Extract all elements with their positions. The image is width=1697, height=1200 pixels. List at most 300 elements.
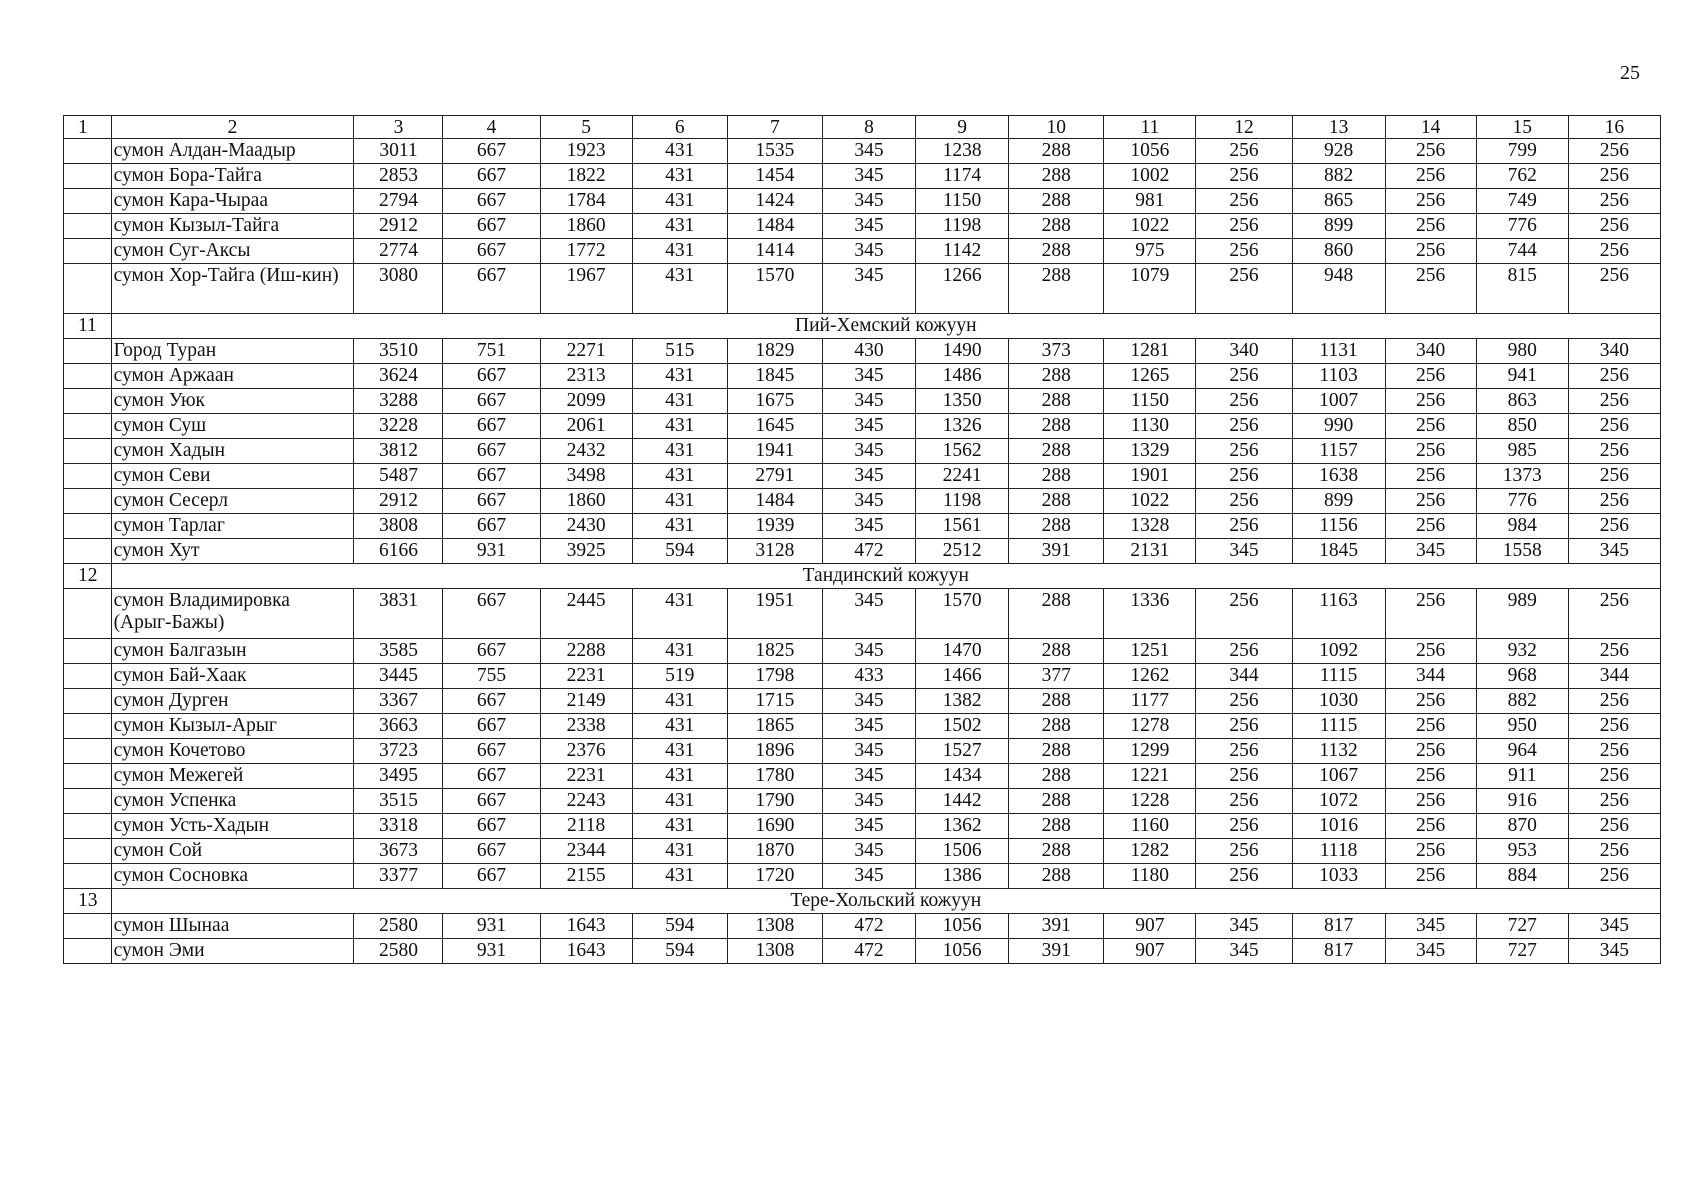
value-cell: 256 — [1385, 489, 1476, 514]
value-cell: 667 — [443, 489, 540, 514]
value-cell: 667 — [443, 689, 540, 714]
value-cell: 5487 — [354, 464, 443, 489]
district-number: 13 — [64, 889, 112, 914]
value-cell: 256 — [1196, 264, 1292, 314]
header-cell: 12 — [1196, 116, 1292, 139]
value-cell: 1022 — [1104, 214, 1196, 239]
value-cell: 1131 — [1292, 339, 1385, 364]
value-cell: 1221 — [1104, 764, 1196, 789]
table-row — [64, 689, 1661, 714]
value-cell: 1056 — [916, 914, 1009, 939]
value-cell: 377 — [1009, 664, 1104, 689]
value-cell: 2271 — [540, 339, 632, 364]
value-cell: 1643 — [540, 939, 632, 964]
value-cell: 2580 — [354, 914, 443, 939]
value-cell: 431 — [632, 689, 727, 714]
value-cell: 667 — [443, 464, 540, 489]
value-cell: 1016 — [1292, 814, 1385, 839]
value-cell: 1118 — [1292, 839, 1385, 864]
row-number-cell — [64, 939, 112, 964]
table-row — [64, 839, 1661, 864]
value-cell: 340 — [1196, 339, 1292, 364]
value-cell: 345 — [822, 764, 915, 789]
value-cell: 345 — [1385, 939, 1476, 964]
value-cell: 288 — [1009, 589, 1104, 639]
table-row — [64, 764, 1661, 789]
table-row — [64, 364, 1661, 389]
row-number-cell — [64, 214, 112, 239]
row-number-cell — [64, 914, 112, 939]
table-row — [64, 639, 1661, 664]
value-cell: 1870 — [727, 839, 822, 864]
value-cell: 256 — [1385, 189, 1476, 214]
value-cell: 345 — [822, 139, 915, 164]
table-row — [64, 339, 1661, 364]
value-cell: 667 — [443, 589, 540, 639]
value-cell: 1007 — [1292, 389, 1385, 414]
value-cell: 3445 — [354, 664, 443, 689]
value-cell: 431 — [632, 189, 727, 214]
value-cell: 472 — [822, 539, 915, 564]
value-cell: 1030 — [1292, 689, 1385, 714]
value-cell: 594 — [632, 939, 727, 964]
value-cell: 744 — [1476, 239, 1568, 264]
value-cell: 989 — [1476, 589, 1568, 639]
value-cell: 1056 — [916, 939, 1009, 964]
value-cell: 907 — [1104, 914, 1196, 939]
value-cell: 256 — [1568, 764, 1660, 789]
value-cell: 1638 — [1292, 464, 1385, 489]
value-cell: 1265 — [1104, 364, 1196, 389]
value-cell: 1002 — [1104, 164, 1196, 189]
value-cell: 863 — [1476, 389, 1568, 414]
value-cell: 2430 — [540, 514, 632, 539]
value-cell: 3011 — [354, 139, 443, 164]
value-cell: 256 — [1385, 264, 1476, 314]
value-cell: 345 — [1385, 539, 1476, 564]
value-cell: 975 — [1104, 239, 1196, 264]
value-cell: 431 — [632, 439, 727, 464]
value-cell: 256 — [1568, 389, 1660, 414]
row-number-cell — [64, 164, 112, 189]
value-cell: 1470 — [916, 639, 1009, 664]
value-cell: 256 — [1385, 364, 1476, 389]
settlement-name: сумон Аржаан — [111, 364, 354, 389]
value-cell: 345 — [822, 689, 915, 714]
value-cell: 1822 — [540, 164, 632, 189]
value-cell: 907 — [1104, 939, 1196, 964]
value-cell: 256 — [1385, 814, 1476, 839]
value-cell: 1442 — [916, 789, 1009, 814]
value-cell: 1326 — [916, 414, 1009, 439]
table-row — [64, 464, 1661, 489]
value-cell: 1328 — [1104, 514, 1196, 539]
district-row — [64, 314, 1661, 339]
value-cell: 2061 — [540, 414, 632, 439]
value-cell: 256 — [1568, 489, 1660, 514]
district-title: Тандинский кожуун — [111, 564, 1660, 589]
value-cell: 288 — [1009, 714, 1104, 739]
value-cell: 2243 — [540, 789, 632, 814]
table-row — [64, 139, 1661, 164]
value-cell: 1308 — [727, 914, 822, 939]
value-cell: 667 — [443, 439, 540, 464]
value-cell: 256 — [1568, 714, 1660, 739]
value-cell: 667 — [443, 139, 540, 164]
value-cell: 288 — [1009, 814, 1104, 839]
value-cell: 345 — [1568, 939, 1660, 964]
value-cell: 519 — [632, 664, 727, 689]
value-cell: 345 — [1385, 914, 1476, 939]
value-cell: 1896 — [727, 739, 822, 764]
value-cell: 256 — [1385, 239, 1476, 264]
value-cell: 899 — [1292, 489, 1385, 514]
header-cell: 10 — [1009, 116, 1104, 139]
value-cell: 950 — [1476, 714, 1568, 739]
district-row — [64, 889, 1661, 914]
value-cell: 1424 — [727, 189, 822, 214]
value-cell: 3377 — [354, 864, 443, 889]
settlement-name: сумон Кызыл-Тайга — [111, 214, 354, 239]
value-cell: 667 — [443, 714, 540, 739]
value-cell: 1645 — [727, 414, 822, 439]
value-cell: 1174 — [916, 164, 1009, 189]
table-row — [64, 414, 1661, 439]
value-cell: 1414 — [727, 239, 822, 264]
settlement-name: сумон Суш — [111, 414, 354, 439]
value-cell: 256 — [1385, 764, 1476, 789]
value-cell: 1103 — [1292, 364, 1385, 389]
value-cell: 288 — [1009, 839, 1104, 864]
value-cell: 373 — [1009, 339, 1104, 364]
value-cell: 1860 — [540, 489, 632, 514]
settlement-name: сумон Сосновка — [111, 864, 354, 889]
value-cell: 1115 — [1292, 664, 1385, 689]
settlement-name: сумон Тарлаг — [111, 514, 354, 539]
value-cell: 256 — [1568, 189, 1660, 214]
header-cell: 2 — [111, 116, 354, 139]
value-cell: 345 — [822, 714, 915, 739]
value-cell: 1130 — [1104, 414, 1196, 439]
value-cell: 1180 — [1104, 864, 1196, 889]
value-cell: 345 — [822, 264, 915, 314]
value-cell: 762 — [1476, 164, 1568, 189]
value-cell: 345 — [822, 464, 915, 489]
value-cell: 1643 — [540, 914, 632, 939]
value-cell: 1923 — [540, 139, 632, 164]
value-cell: 288 — [1009, 239, 1104, 264]
value-cell: 3128 — [727, 539, 822, 564]
value-cell: 1558 — [1476, 539, 1568, 564]
value-cell: 815 — [1476, 264, 1568, 314]
value-cell: 1484 — [727, 214, 822, 239]
value-cell: 2241 — [916, 464, 1009, 489]
value-cell: 345 — [822, 839, 915, 864]
value-cell: 472 — [822, 914, 915, 939]
settlement-name: сумон Сой — [111, 839, 354, 864]
value-cell: 1198 — [916, 214, 1009, 239]
value-cell: 3673 — [354, 839, 443, 864]
value-cell: 1251 — [1104, 639, 1196, 664]
value-cell: 817 — [1292, 914, 1385, 939]
value-cell: 2099 — [540, 389, 632, 414]
value-cell: 288 — [1009, 639, 1104, 664]
value-cell: 256 — [1196, 839, 1292, 864]
value-cell: 3812 — [354, 439, 443, 464]
value-cell: 431 — [632, 139, 727, 164]
value-cell: 431 — [632, 239, 727, 264]
data-table — [63, 115, 1661, 964]
table-row — [64, 914, 1661, 939]
value-cell: 345 — [1196, 914, 1292, 939]
value-cell: 3318 — [354, 814, 443, 839]
header-cell: 1 — [64, 116, 112, 139]
value-cell: 1177 — [1104, 689, 1196, 714]
value-cell: 345 — [1196, 939, 1292, 964]
value-cell: 799 — [1476, 139, 1568, 164]
settlement-name: сумон Алдан-Маадыр — [111, 139, 354, 164]
row-number-cell — [64, 789, 112, 814]
value-cell: 345 — [822, 439, 915, 464]
header-cell: 5 — [540, 116, 632, 139]
value-cell: 1022 — [1104, 489, 1196, 514]
value-cell: 256 — [1568, 814, 1660, 839]
value-cell: 256 — [1568, 214, 1660, 239]
value-cell: 870 — [1476, 814, 1568, 839]
value-cell: 391 — [1009, 939, 1104, 964]
value-cell: 594 — [632, 914, 727, 939]
table-row — [64, 239, 1661, 264]
value-cell: 776 — [1476, 489, 1568, 514]
table-row — [64, 264, 1661, 314]
value-cell: 941 — [1476, 364, 1568, 389]
value-cell: 256 — [1568, 464, 1660, 489]
value-cell: 256 — [1196, 764, 1292, 789]
value-cell: 345 — [822, 189, 915, 214]
value-cell: 1561 — [916, 514, 1009, 539]
value-cell: 345 — [822, 514, 915, 539]
header-cell: 16 — [1568, 116, 1660, 139]
district-title: Пий-Хемский кожуун — [111, 314, 1660, 339]
value-cell: 431 — [632, 739, 727, 764]
row-number-cell — [64, 414, 112, 439]
value-cell: 1690 — [727, 814, 822, 839]
settlement-name: сумон Владимировка (Арыг-Бажы) — [111, 589, 354, 639]
value-cell: 1715 — [727, 689, 822, 714]
value-cell: 256 — [1568, 139, 1660, 164]
value-cell: 1281 — [1104, 339, 1196, 364]
value-cell: 667 — [443, 389, 540, 414]
value-cell: 256 — [1196, 239, 1292, 264]
settlement-name: сумон Уюк — [111, 389, 354, 414]
value-cell: 667 — [443, 814, 540, 839]
value-cell: 345 — [822, 639, 915, 664]
value-cell: 288 — [1009, 464, 1104, 489]
value-cell: 1092 — [1292, 639, 1385, 664]
value-cell: 931 — [443, 539, 540, 564]
value-cell: 2794 — [354, 189, 443, 214]
value-cell: 968 — [1476, 664, 1568, 689]
value-cell: 256 — [1568, 739, 1660, 764]
value-cell: 256 — [1385, 689, 1476, 714]
value-cell: 984 — [1476, 514, 1568, 539]
table-row — [64, 739, 1661, 764]
value-cell: 667 — [443, 739, 540, 764]
value-cell: 2912 — [354, 214, 443, 239]
row-number-cell — [64, 239, 112, 264]
value-cell: 1160 — [1104, 814, 1196, 839]
value-cell: 256 — [1196, 414, 1292, 439]
value-cell: 1198 — [916, 489, 1009, 514]
value-cell: 256 — [1568, 639, 1660, 664]
value-cell: 1329 — [1104, 439, 1196, 464]
value-cell: 256 — [1385, 639, 1476, 664]
value-cell: 1845 — [727, 364, 822, 389]
value-cell: 256 — [1385, 464, 1476, 489]
row-number-cell — [64, 839, 112, 864]
row-number-cell — [64, 389, 112, 414]
value-cell: 256 — [1196, 589, 1292, 639]
value-cell: 431 — [632, 814, 727, 839]
row-number-cell — [64, 514, 112, 539]
table-row — [64, 164, 1661, 189]
value-cell: 2231 — [540, 664, 632, 689]
value-cell: 288 — [1009, 164, 1104, 189]
table-row — [64, 664, 1661, 689]
value-cell: 256 — [1385, 864, 1476, 889]
value-cell: 345 — [822, 739, 915, 764]
value-cell: 1772 — [540, 239, 632, 264]
district-title: Тере-Хольский кожуун — [111, 889, 1660, 914]
settlement-name: сумон Сесерл — [111, 489, 354, 514]
value-cell: 3624 — [354, 364, 443, 389]
value-cell: 2791 — [727, 464, 822, 489]
value-cell: 667 — [443, 839, 540, 864]
value-cell: 256 — [1385, 214, 1476, 239]
value-cell: 594 — [632, 539, 727, 564]
value-cell: 430 — [822, 339, 915, 364]
value-cell: 667 — [443, 364, 540, 389]
value-cell: 256 — [1196, 389, 1292, 414]
value-cell: 1562 — [916, 439, 1009, 464]
value-cell: 345 — [822, 814, 915, 839]
value-cell: 751 — [443, 339, 540, 364]
value-cell: 345 — [822, 164, 915, 189]
value-cell: 3510 — [354, 339, 443, 364]
settlement-name: сумон Усть-Хадын — [111, 814, 354, 839]
value-cell: 288 — [1009, 864, 1104, 889]
value-cell: 345 — [822, 589, 915, 639]
value-cell: 431 — [632, 214, 727, 239]
value-cell: 985 — [1476, 439, 1568, 464]
value-cell: 256 — [1196, 214, 1292, 239]
settlement-name: сумон Кызыл-Арыг — [111, 714, 354, 739]
table-row — [64, 489, 1661, 514]
value-cell: 1228 — [1104, 789, 1196, 814]
settlement-name: сумон Бай-Хаак — [111, 664, 354, 689]
value-cell: 2313 — [540, 364, 632, 389]
value-cell: 1033 — [1292, 864, 1385, 889]
value-cell: 1570 — [727, 264, 822, 314]
value-cell: 1941 — [727, 439, 822, 464]
value-cell: 256 — [1385, 714, 1476, 739]
value-cell: 1238 — [916, 139, 1009, 164]
value-cell: 2288 — [540, 639, 632, 664]
value-cell: 727 — [1476, 914, 1568, 939]
value-cell: 345 — [822, 389, 915, 414]
value-cell: 1860 — [540, 214, 632, 239]
value-cell: 288 — [1009, 389, 1104, 414]
value-cell: 899 — [1292, 214, 1385, 239]
value-cell: 256 — [1196, 489, 1292, 514]
value-cell: 345 — [1568, 539, 1660, 564]
value-cell: 288 — [1009, 439, 1104, 464]
value-cell: 865 — [1292, 189, 1385, 214]
value-cell: 1780 — [727, 764, 822, 789]
row-number-cell — [64, 814, 112, 839]
row-number-cell — [64, 364, 112, 389]
value-cell: 256 — [1385, 789, 1476, 814]
settlement-name: сумон Эми — [111, 939, 354, 964]
settlement-name: Город Туран — [111, 339, 354, 364]
value-cell: 256 — [1568, 789, 1660, 814]
value-cell: 1132 — [1292, 739, 1385, 764]
value-cell: 288 — [1009, 414, 1104, 439]
value-cell: 256 — [1196, 464, 1292, 489]
value-cell: 1466 — [916, 664, 1009, 689]
value-cell: 727 — [1476, 939, 1568, 964]
settlement-name: сумон Успенка — [111, 789, 354, 814]
value-cell: 980 — [1476, 339, 1568, 364]
row-number-cell — [64, 739, 112, 764]
value-cell: 667 — [443, 414, 540, 439]
value-cell: 1675 — [727, 389, 822, 414]
value-cell: 1262 — [1104, 664, 1196, 689]
value-cell: 1282 — [1104, 839, 1196, 864]
value-cell: 431 — [632, 464, 727, 489]
value-cell: 431 — [632, 639, 727, 664]
value-cell: 3831 — [354, 589, 443, 639]
value-cell: 667 — [443, 789, 540, 814]
value-cell: 1079 — [1104, 264, 1196, 314]
district-number: 12 — [64, 564, 112, 589]
value-cell: 3723 — [354, 739, 443, 764]
value-cell: 515 — [632, 339, 727, 364]
header-cell: 14 — [1385, 116, 1476, 139]
value-cell: 1865 — [727, 714, 822, 739]
value-cell: 1535 — [727, 139, 822, 164]
value-cell: 345 — [822, 364, 915, 389]
header-cell: 15 — [1476, 116, 1568, 139]
value-cell: 964 — [1476, 739, 1568, 764]
table-row — [64, 439, 1661, 464]
value-cell: 3925 — [540, 539, 632, 564]
value-cell: 749 — [1476, 189, 1568, 214]
value-cell: 431 — [632, 264, 727, 314]
value-cell: 256 — [1385, 839, 1476, 864]
settlement-name: сумон Суг-Аксы — [111, 239, 354, 264]
value-cell: 256 — [1196, 714, 1292, 739]
value-cell: 2512 — [916, 539, 1009, 564]
value-cell: 256 — [1385, 739, 1476, 764]
value-cell: 344 — [1385, 664, 1476, 689]
value-cell: 345 — [1568, 914, 1660, 939]
value-cell: 850 — [1476, 414, 1568, 439]
value-cell: 667 — [443, 214, 540, 239]
value-cell: 2155 — [540, 864, 632, 889]
value-cell: 2774 — [354, 239, 443, 264]
value-cell: 433 — [822, 664, 915, 689]
